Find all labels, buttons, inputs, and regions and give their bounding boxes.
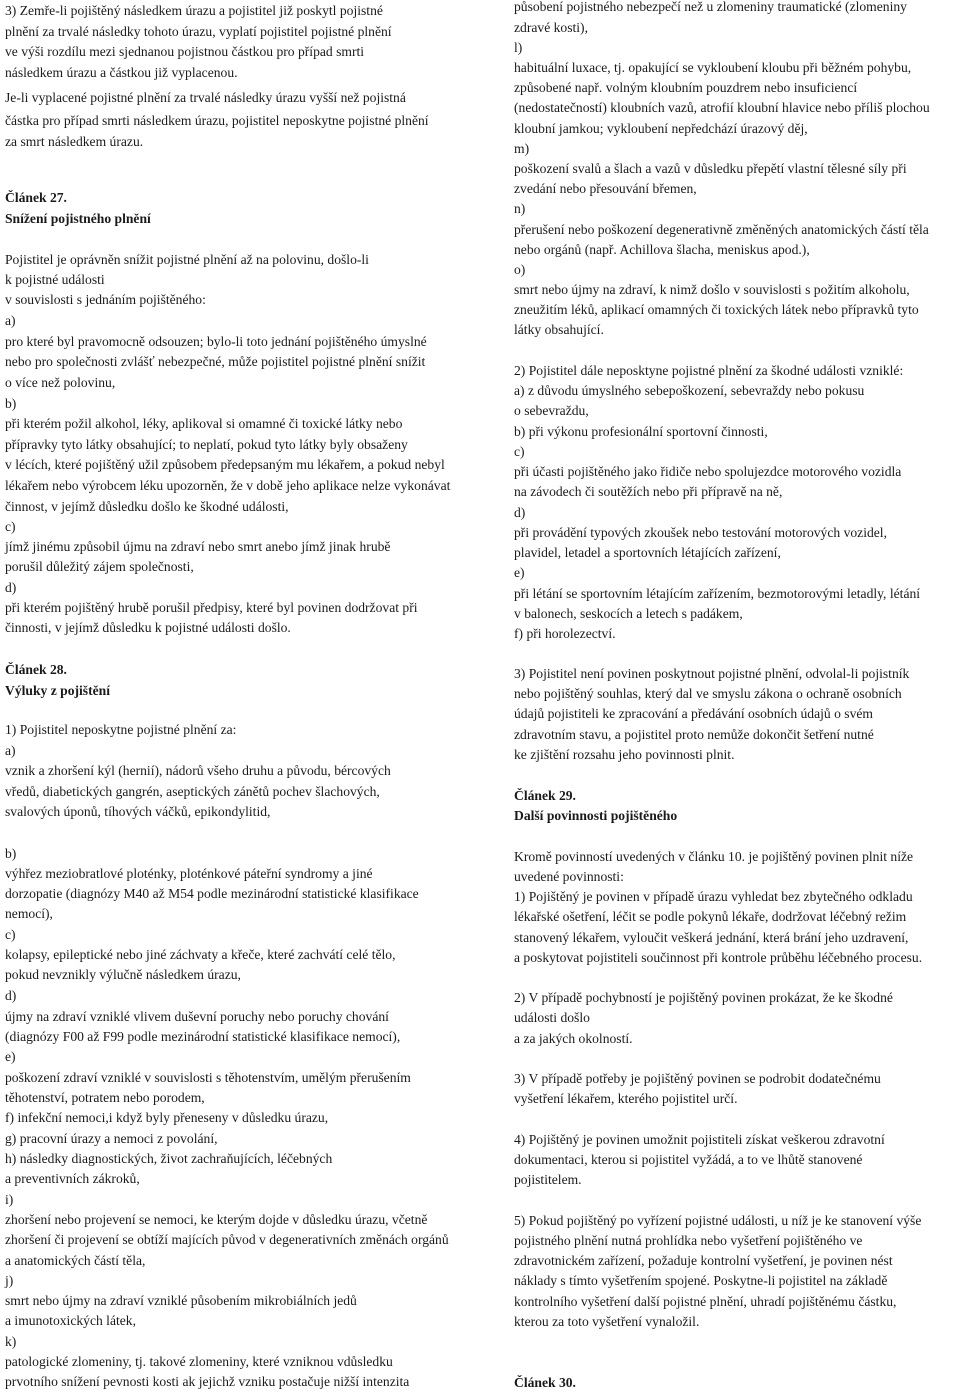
text-line: činnosti, v jejímž důsledku k pojistné události došlo. bbox=[5, 620, 291, 635]
text-line: a) z důvodu úmyslného sebepoškození, sebevraždy nebo pokusu bbox=[514, 383, 865, 398]
text-line: a) bbox=[5, 313, 16, 328]
text-line: d) bbox=[5, 580, 17, 595]
text-line: zdravotním stavu, a pojistitel proto nemůže dokončit šetření nutné bbox=[514, 727, 874, 742]
text-line: smrt nebo újmy na zdraví, k nimž došlo v souvislosti s požitím alkoholu, bbox=[514, 282, 910, 297]
text-line: e) bbox=[514, 565, 525, 580]
article-heading-line: Článek 27. bbox=[5, 190, 67, 205]
text-line: pokud nevznikly výlučně následkem úrazu, bbox=[5, 967, 241, 982]
text-line: lékařem nebo výrobcem léku upozorněn, že v době jeho aplikace nelze vykonávat bbox=[5, 478, 451, 493]
text-line: při účasti pojištěného jako řidiče nebo spolujezdce motorového vozidla bbox=[514, 464, 902, 479]
text-line: nebo pro společnosti zvlášť nebezpečné, může pojistitel pojistné plnění snížit bbox=[5, 354, 426, 369]
text-line: c) bbox=[514, 444, 525, 459]
text-line: b) bbox=[5, 846, 17, 861]
text-line: a preventivních zákroků, bbox=[5, 1171, 140, 1186]
text-line: při kterém požil alkohol, léky, aplikoval si omamné či toxické látky nebo bbox=[5, 416, 403, 431]
text-line: svalových úponů, tíhových váčků, epikondylitid, bbox=[5, 804, 271, 819]
text-line: l) bbox=[514, 40, 523, 55]
text-line: události došlo bbox=[514, 1010, 590, 1025]
text-line: zdravé kosti), bbox=[514, 20, 588, 35]
text-line: (nedostatečností) kloubních vazů, atrofií kloubní hlavice nebo příliš plochou bbox=[514, 100, 930, 115]
text-line: d) bbox=[514, 505, 526, 520]
text-line: činnost, v jejímž důsledku došlo ke škodné události, bbox=[5, 499, 289, 514]
text-line: vyšetření lékařem, kterého pojistitel určí. bbox=[514, 1091, 738, 1106]
article-heading-line: Výluky z pojištění bbox=[5, 683, 110, 698]
text-line: 3) Zemře-li pojištěný následkem úrazu a pojistitel již poskytl pojistné bbox=[5, 3, 383, 18]
text-line: v lécích, které pojištěný užil způsobem předepsaným mu lékařem, a pokud nebyl bbox=[5, 457, 445, 472]
text-line: přípravky tyto látky obsahující; to neplatí, pokud tyto látky byly obsaženy bbox=[5, 437, 408, 452]
article-heading-line: Článek 28. bbox=[5, 662, 67, 677]
text-line: Pojistitel je oprávněn snížit pojistné plnění až na polovinu, došlo-li bbox=[5, 252, 369, 267]
text-line: 1) Pojistitel neposkytne pojistné plnění za: bbox=[5, 722, 237, 737]
text-line: Je-li vyplacené pojistné plnění za trvalé následky úrazu vyšší než pojistná bbox=[5, 90, 406, 105]
text-line: 2) V případě pochybností je pojištěný povinen prokázat, že ke škodné bbox=[514, 990, 893, 1005]
text-line: 2) Pojistitel dále neposktyne pojistné plnění za škodné události vzniklé: bbox=[514, 363, 904, 378]
text-line: (diagnózy F00 až F99 podle mezinárodní statistické klasifikace nemocí), bbox=[5, 1029, 401, 1044]
text-line: b) bbox=[5, 396, 17, 411]
text-line: ke zjištění rozsahu jeho povinnosti plnit. bbox=[514, 747, 735, 762]
text-line: m) bbox=[514, 141, 530, 156]
text-line: při létání se sportovním létajícím zařízením, bezmotorovými letadly, létání bbox=[514, 586, 921, 601]
text-line: f) při horolezectví. bbox=[514, 626, 616, 641]
text-line: vředů, diabetických gangrén, aseptických zánětů pochev šlachových, bbox=[5, 784, 380, 799]
text-line: nebo pojištěný souhlas, který dal ve smyslu zákona o ochraně osobních bbox=[514, 686, 902, 701]
text-line: a poskytovat pojistiteli součinnost při kontrole průběhu léčebného procesu. bbox=[514, 950, 923, 965]
article-heading-line: Článek 30. bbox=[514, 1375, 576, 1390]
text-line: d) bbox=[5, 988, 17, 1003]
text-line: kolapsy, epileptické nebo jiné záchvaty a křeče, které zachvátí celé tělo, bbox=[5, 947, 396, 962]
text-line: h) následky diagnostických, život zachraňujících, léčebných bbox=[5, 1151, 333, 1166]
text-line: dokumentaci, kterou si pojistitel vyžádá, a to ve lhůtě stanovené bbox=[514, 1152, 863, 1167]
text-line: nemocí), bbox=[5, 906, 53, 921]
text-line: patologické zlomeniny, tj. takové zlomeniny, které vzniknou vdůsledku bbox=[5, 1354, 393, 1369]
text-line: k pojistné události bbox=[5, 272, 105, 287]
text-line: částka pro případ smrti následkem úrazu, pojistitel neposkytne pojistné plnění bbox=[5, 113, 429, 128]
text-line: n) bbox=[514, 201, 526, 216]
text-line: nebo orgánů (např. Achillova šlacha, meniskus apod.), bbox=[514, 242, 810, 257]
text-line: újmy na zdraví vzniklé vlivem duševní poruchy nebo poruchy chování bbox=[5, 1009, 389, 1024]
text-line: 1) Pojištěný je povinen v případě úrazu vyhledat bez zbytečného odkladu bbox=[514, 889, 913, 904]
text-line: kloubní jamkou; vykloubení nepředchází úrazový děj, bbox=[514, 121, 808, 136]
text-line: působení pojistného nebezpečí než u zlomeniny traumatické (zlomeniny bbox=[514, 0, 907, 14]
text-line: při kterém pojištěný hrubě porušil předpisy, které byl povinen dodržovat při bbox=[5, 600, 418, 615]
text-line: zneužitím léků, aplikací omamných či toxických látek nebo přípravků tyto bbox=[514, 302, 919, 317]
text-line: zhoršení nebo projevení se nemoci, ke kterým dojde v důsledku úrazu, včetně bbox=[5, 1212, 428, 1227]
text-line: zvedání nebo přesouvání břemen, bbox=[514, 181, 697, 196]
text-line: e) bbox=[5, 1049, 16, 1064]
text-line: j) bbox=[5, 1273, 14, 1288]
text-line: poškození svalů a šlach a vazů v důsledku přepětí vlastní tělesné síly při bbox=[514, 161, 907, 176]
text-line: přerušení nebo poškození degenerativně změněných anatomických částí těla bbox=[514, 222, 929, 237]
article-heading-line: Další povinnosti pojištěného bbox=[514, 808, 678, 823]
text-line: a) bbox=[5, 743, 16, 758]
text-line: 4) Pojištěný je povinen umožnit pojistiteli získat veškerou zdravotní bbox=[514, 1132, 885, 1147]
text-line: následkem úrazu a částkou již vyplacenou. bbox=[5, 65, 238, 80]
article-heading-line: Snížení pojistného plnění bbox=[5, 211, 151, 226]
text-line: o více než polovinu, bbox=[5, 375, 116, 390]
text-line: pojistného plnění nutná prohlídka nebo vyšetření pojištěného ve bbox=[514, 1233, 863, 1248]
text-line: c) bbox=[5, 927, 16, 942]
text-line: 3) Pojistitel není povinen poskytnout pojistné plnění, odvolal-li pojistník bbox=[514, 666, 910, 681]
text-line: plnění za trvalé následky tohoto úrazu, vyplatí pojistitel pojistné plnění bbox=[5, 24, 392, 39]
text-line: uvedené povinnosti: bbox=[514, 869, 624, 884]
text-line: g) pracovní úrazy a nemoci z povolání, bbox=[5, 1131, 218, 1146]
text-line: těhotenství, potratem nebo porodem, bbox=[5, 1090, 205, 1105]
article-heading-line: Článek 29. bbox=[514, 788, 576, 803]
text-line: plavidel, letadel a sportovních létajících zařízení, bbox=[514, 545, 781, 560]
text-line: pro které byl pravomocně odsouzen; bylo-li toto jednání pojištěného úmyslné bbox=[5, 334, 427, 349]
text-line: jímž jinému způsobil újmu na zdraví nebo smrt anebo jímž jinak hrubě bbox=[5, 539, 391, 554]
text-line: 3) V případě potřeby je pojištěný povinen se podrobit dodatečnému bbox=[514, 1071, 881, 1086]
text-line: na závodech či soutěžích nebo při přípravě na ně, bbox=[514, 484, 783, 499]
text-line: látky obsahující. bbox=[514, 322, 604, 337]
text-line: způsobené např. volným kloubním pouzdrem nebo insuficiencí bbox=[514, 80, 858, 95]
text-line: v balonech, seskocích a letech s padákem, bbox=[514, 606, 743, 621]
text-line: porušil důležitý zájem společnosti, bbox=[5, 559, 194, 574]
text-line: a za jakých okolností. bbox=[514, 1031, 633, 1046]
text-line: údajů pojistiteli ke zpracování a předávání osobních údajů o svém bbox=[514, 706, 873, 721]
text-line: prvotního snížení pevnosti kosti ak jejichž vzniku postačuje nižší intenzita bbox=[5, 1374, 410, 1389]
text-line: stanovený lékařem, vyloučit veškerá jednání, která brání jeho uzdravení, bbox=[514, 930, 909, 945]
text-line: při provádění typových zkoušek nebo testování motorových vozidel, bbox=[514, 525, 887, 540]
text-line: zdravotnickém zařízení, požaduje kontrolní vyšetření, je povinen nést bbox=[514, 1253, 893, 1268]
text-line: o sebevraždu, bbox=[514, 403, 589, 418]
text-line: k) bbox=[5, 1334, 17, 1349]
text-line: ve výši rozdílu mezi sjednanou pojistnou částkou pro případ smrti bbox=[5, 44, 365, 59]
text-line: habituální luxace, tj. opakující se vykloubení kloubu při běžném pohybu, bbox=[514, 60, 912, 75]
text-line: smrt nebo újmy na zdraví vzniklé působením mikrobiálních jedů bbox=[5, 1293, 357, 1308]
text-line: i) bbox=[5, 1192, 14, 1207]
text-line: b) při výkonu profesionální sportovní činnosti, bbox=[514, 424, 768, 439]
text-line: náklady s tímto vyšetřením spojené. Poskytne-li pojistitel na základě bbox=[514, 1273, 888, 1288]
text-line: v souvislosti s jednáním pojištěného: bbox=[5, 292, 206, 307]
text-line: pojistitelem. bbox=[514, 1172, 582, 1187]
text-line: vznik a zhoršení kýl (hernií), nádorů všeho druhu a původu, bércových bbox=[5, 763, 391, 778]
text-line: výhřez meziobratlové ploténky, ploténkové páteřní syndromy a jiné bbox=[5, 866, 373, 881]
text-line: za smrt následkem úrazu. bbox=[5, 134, 144, 149]
text-line: f) infekční nemoci,i když byly přeneseny v důsledku úrazu, bbox=[5, 1110, 329, 1125]
text-line: c) bbox=[5, 519, 16, 534]
text-line: Kromě povinností uvedených v článku 10. je pojištěný povinen plnit níže bbox=[514, 849, 914, 864]
text-line: poškození zdraví vzniklé v souvislosti s těhotenstvím, umělým přerušením bbox=[5, 1070, 411, 1085]
text-line: a anatomických částí těla, bbox=[5, 1253, 146, 1268]
text-line: zhoršení či projevení se obtíží majících původ v degenerativních změnách orgánů bbox=[5, 1232, 449, 1247]
text-line: dorzopatie (diagnózy M40 až M54 podle mezinárodní statistické klasifikace bbox=[5, 886, 419, 901]
text-line: a imunotoxických látek, bbox=[5, 1313, 136, 1328]
text-line: o) bbox=[514, 262, 526, 277]
text-line: kontrolního vyšetření další pojistné plnění, uhradí pojištěnému částku, bbox=[514, 1294, 897, 1309]
text-line: kterou za toto vyšetření vynaložil. bbox=[514, 1314, 700, 1329]
text-line: 5) Pokud pojištěný po vyřízení pojistné události, u níž je ke stanovení výše bbox=[514, 1213, 922, 1228]
text-line: lékařské ošetření, léčit se podle pokynů lékaře, dodržovat léčebný režim bbox=[514, 909, 907, 924]
